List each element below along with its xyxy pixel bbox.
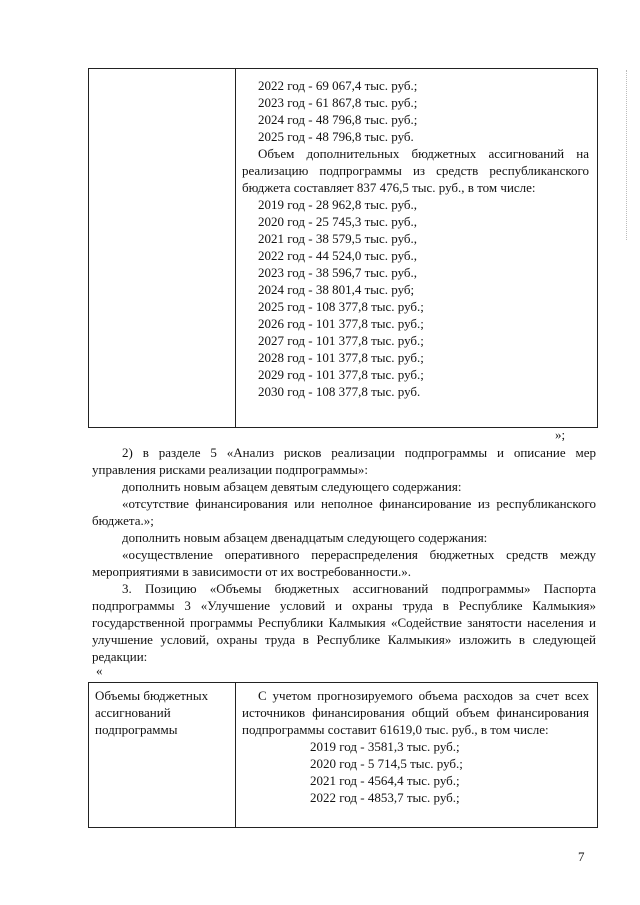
table-left-cell: Объемы бюджетных ассигнований подпрограммы — [95, 688, 209, 737]
funding-line: 2022 год - 44 524,0 тыс. руб., — [258, 248, 418, 263]
table-right-cell — [242, 687, 589, 806]
funding-line: 2021 год - 4564,4 тыс. руб.; — [310, 773, 460, 788]
body-paragraph: 3. Позицию «Объемы бюджетных ассигнований подпрограммы» Паспорта подпрограммы 3 «Улучшение условий и охраны труда в Республике Калмыкия» государственной программы Республики Калмыкия «Содействие занятости населения и улучшение условий, охраны труда в Республике Калмыкия» изложить в следующей редакции: — [92, 581, 596, 664]
funding-line: 2023 год - 38 596,7 тыс. руб., — [258, 265, 418, 280]
closing-quote-mark: »; — [555, 427, 566, 442]
opening-quote-mark: « — [96, 663, 103, 678]
funding-line: 2024 год - 38 801,4 тыс. руб; — [258, 282, 415, 297]
additional-funding-paragraph: Объем дополнительных бюджетных ассигнований на реализацию подпрограммы из средств республиканского бюджета составляет 837 476,5 тыс. руб., в том числе: — [242, 146, 589, 195]
page-number: 7 — [578, 849, 585, 864]
funding-table-new — [88, 682, 598, 828]
funding-line: 2027 год - 101 377,8 тыс. руб.; — [258, 333, 424, 348]
funding-line: 2021 год - 38 579,5 тыс. руб., — [258, 231, 418, 246]
scan-margin-mark — [626, 70, 629, 240]
total-funding-paragraph: С учетом прогнозируемого объема расходов за счет всех источников финансирования общий объем финансирования подпрограммы составит 61619,0 тыс. руб., в том числе: — [242, 688, 589, 737]
funding-line: 2022 год - 4853,7 тыс. руб.; — [310, 790, 460, 805]
funding-line: 2028 год - 101 377,8 тыс. руб.; — [258, 350, 424, 365]
body-text — [92, 444, 596, 665]
funding-line: 2024 год - 48 796,8 тыс. руб.; — [258, 112, 418, 127]
funding-line: 2030 год - 108 377,8 тыс. руб. — [258, 384, 421, 399]
funding-line: 2020 год - 25 745,3 тыс. руб., — [258, 214, 418, 229]
body-paragraph: дополнить новым абзацем девятым следующего содержания: — [122, 479, 462, 494]
table-column-divider — [235, 69, 236, 427]
funding-line: 2029 год - 101 377,8 тыс. руб.; — [258, 367, 424, 382]
funding-line: 2023 год - 61 867,8 тыс. руб.; — [258, 95, 418, 110]
funding-line: 2025 год - 108 377,8 тыс. руб.; — [258, 299, 424, 314]
table-column-divider — [235, 683, 236, 827]
body-paragraph: 2) в разделе 5 «Анализ рисков реализации подпрограммы и описание мер управления рисками реализации подпрограммы»: — [92, 445, 596, 477]
funding-line: 2026 год - 101 377,8 тыс. руб.; — [258, 316, 424, 331]
funding-line: 2022 год - 69 067,4 тыс. руб.; — [258, 78, 418, 93]
body-paragraph: «осуществление оперативного перераспределения бюджетных средств между мероприятиями в зависимости от их востребованности.». — [92, 547, 596, 579]
body-paragraph: «отсутствие финансирования или неполное финансирование из республиканского бюджета.»; — [92, 496, 596, 528]
funding-table-continuation — [88, 68, 598, 428]
funding-line: 2019 год - 3581,3 тыс. руб.; — [310, 739, 460, 754]
body-paragraph: дополнить новым абзацем двенадцатым следующего содержания: — [122, 530, 488, 545]
funding-line: 2019 год - 28 962,8 тыс. руб., — [258, 197, 418, 212]
funding-line: 2025 год - 48 796,8 тыс. руб. — [258, 129, 414, 144]
table-right-cell — [242, 77, 589, 400]
funding-line: 2020 год - 5 714,5 тыс. руб.; — [310, 756, 463, 771]
